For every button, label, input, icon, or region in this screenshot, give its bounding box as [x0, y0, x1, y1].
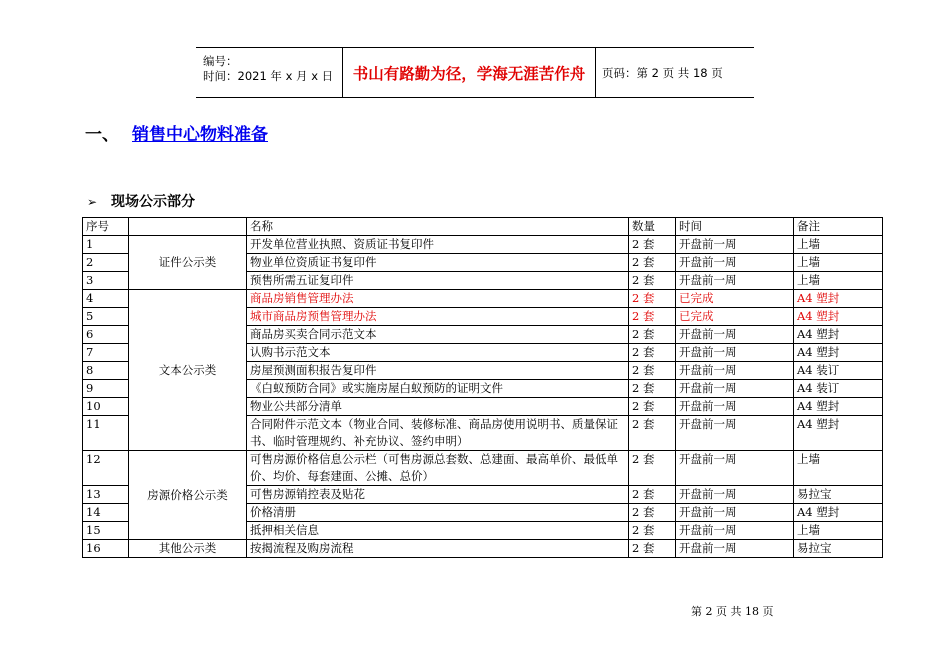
row-time: 开盘前一周 [676, 326, 794, 344]
row-time: 开盘前一周 [676, 398, 794, 416]
row-time: 开盘前一周 [676, 504, 794, 522]
row-qty: 2 套 [629, 344, 676, 362]
row-no: 10 [83, 398, 129, 416]
row-qty: 2 套 [629, 236, 676, 254]
page-header [196, 47, 754, 98]
row-note: A4 塑封 [794, 326, 883, 344]
row-no: 1 [83, 236, 129, 254]
row-note: A4 塑封 [794, 344, 883, 362]
row-note: 上墙 [794, 272, 883, 290]
row-no: 6 [83, 326, 129, 344]
row-qty: 2 套 [629, 326, 676, 344]
row-note: 上墙 [794, 236, 883, 254]
row-qty: 2 套 [629, 451, 676, 486]
row-qty: 2 套 [629, 254, 676, 272]
row-qty: 2 套 [629, 398, 676, 416]
row-name: 抵押相关信息 [247, 522, 629, 540]
row-qty: 2 套 [629, 540, 676, 558]
row-qty: 2 套 [629, 362, 676, 380]
row-time: 开盘前一周 [676, 236, 794, 254]
row-no: 13 [83, 486, 129, 504]
row-note: 易拉宝 [794, 486, 883, 504]
row-name: 预售所需五证复印件 [247, 272, 629, 290]
table-row [83, 290, 883, 308]
category-cell: 文本公示类 [129, 290, 247, 451]
arrow-bullet-icon: ➢ [87, 195, 98, 209]
row-note: A4 装订 [794, 362, 883, 380]
row-name: 合同附件示范文本（物业合同、装修标准、商品房使用说明书、质量保证书、临时管理规约、补充协议、签约申明） [247, 416, 629, 451]
table-header-row [83, 218, 883, 236]
row-name: 按揭流程及购房流程 [247, 540, 629, 558]
row-time: 已完成 [676, 290, 794, 308]
row-time: 开盘前一周 [676, 254, 794, 272]
row-qty: 2 套 [629, 504, 676, 522]
category-cell: 其他公示类 [129, 540, 247, 558]
row-qty: 2 套 [629, 272, 676, 290]
table-row [83, 236, 883, 254]
row-name: 物业单位资质证书复印件 [247, 254, 629, 272]
row-qty: 2 套 [629, 486, 676, 504]
table-row [83, 540, 883, 558]
header-no: 序号 [83, 218, 129, 236]
row-time: 开盘前一周 [676, 272, 794, 290]
header-note: 备注 [794, 218, 883, 236]
row-no: 8 [83, 362, 129, 380]
row-name: 商品房销售管理办法 [247, 290, 629, 308]
row-no: 5 [83, 308, 129, 326]
row-name: 开发单位营业执照、资质证书复印件 [247, 236, 629, 254]
header-qty: 数量 [629, 218, 676, 236]
page-footer: 第 2 页 共 18 页 [691, 605, 774, 618]
header-time: 时间 [676, 218, 794, 236]
row-time: 开盘前一周 [676, 344, 794, 362]
row-note: 易拉宝 [794, 540, 883, 558]
row-no: 12 [83, 451, 129, 486]
section-number: 一、 [85, 125, 119, 145]
row-note: A4 装订 [794, 380, 883, 398]
row-name: 《白蚁预防合同》或实施房屋白蚁预防的证明文件 [247, 380, 629, 398]
row-time: 开盘前一周 [676, 416, 794, 451]
category-cell: 房源价格公示类 [129, 451, 247, 540]
row-time: 开盘前一周 [676, 522, 794, 540]
row-no: 11 [83, 416, 129, 451]
row-note: A4 塑封 [794, 416, 883, 451]
row-qty: 2 套 [629, 308, 676, 326]
row-time: 开盘前一周 [676, 451, 794, 486]
row-time: 开盘前一周 [676, 380, 794, 398]
header-meta [196, 48, 343, 97]
row-time: 开盘前一周 [676, 486, 794, 504]
row-note: 上墙 [794, 522, 883, 540]
row-qty: 2 套 [629, 416, 676, 451]
row-qty: 2 套 [629, 522, 676, 540]
section-title-link[interactable]: 销售中心物料准备 [132, 125, 268, 145]
row-no: 3 [83, 272, 129, 290]
row-note: A4 塑封 [794, 504, 883, 522]
doc-time-label: 时间：2021 年 x 月 x 日 [203, 69, 334, 83]
row-note: A4 塑封 [794, 308, 883, 326]
header-motto: 书山有路勤为径，学海无涯苦作舟 [343, 48, 596, 97]
row-time: 开盘前一周 [676, 362, 794, 380]
row-no: 9 [83, 380, 129, 398]
header-page-code: 页码：第 2 页 共 18 页 [602, 66, 723, 80]
row-no: 15 [83, 522, 129, 540]
row-note: A4 塑封 [794, 398, 883, 416]
row-no: 2 [83, 254, 129, 272]
row-note: A4 塑封 [794, 290, 883, 308]
row-name: 城市商品房预售管理办法 [247, 308, 629, 326]
row-no: 7 [83, 344, 129, 362]
row-no: 4 [83, 290, 129, 308]
row-qty: 2 套 [629, 380, 676, 398]
category-cell: 证件公示类 [129, 236, 247, 290]
materials-table [82, 217, 883, 558]
row-qty: 2 套 [629, 290, 676, 308]
table-row [83, 451, 883, 486]
row-time: 开盘前一周 [676, 540, 794, 558]
row-name: 认购书示范文本 [247, 344, 629, 362]
row-no: 14 [83, 504, 129, 522]
header-category [129, 218, 247, 236]
row-time: 已完成 [676, 308, 794, 326]
row-name: 房屋预测面积报告复印件 [247, 362, 629, 380]
row-no: 16 [83, 540, 129, 558]
doc-number-label: 编号： [203, 54, 238, 68]
row-note: 上墙 [794, 254, 883, 272]
row-name: 物业公共部分清单 [247, 398, 629, 416]
subsection-heading [87, 191, 195, 211]
row-name: 商品房买卖合同示范文本 [247, 326, 629, 344]
subsection-title: 现场公示部分 [111, 194, 195, 210]
section-heading [85, 120, 268, 145]
row-name: 可售房源价格信息公示栏（可售房源总套数、总建面、最高单价、最低单价、均价、每套建面、公摊、总价） [247, 451, 629, 486]
header-name: 名称 [247, 218, 629, 236]
row-name: 价格清册 [247, 504, 629, 522]
row-name: 可售房源销控表及贴花 [247, 486, 629, 504]
row-note: 上墙 [794, 451, 883, 486]
